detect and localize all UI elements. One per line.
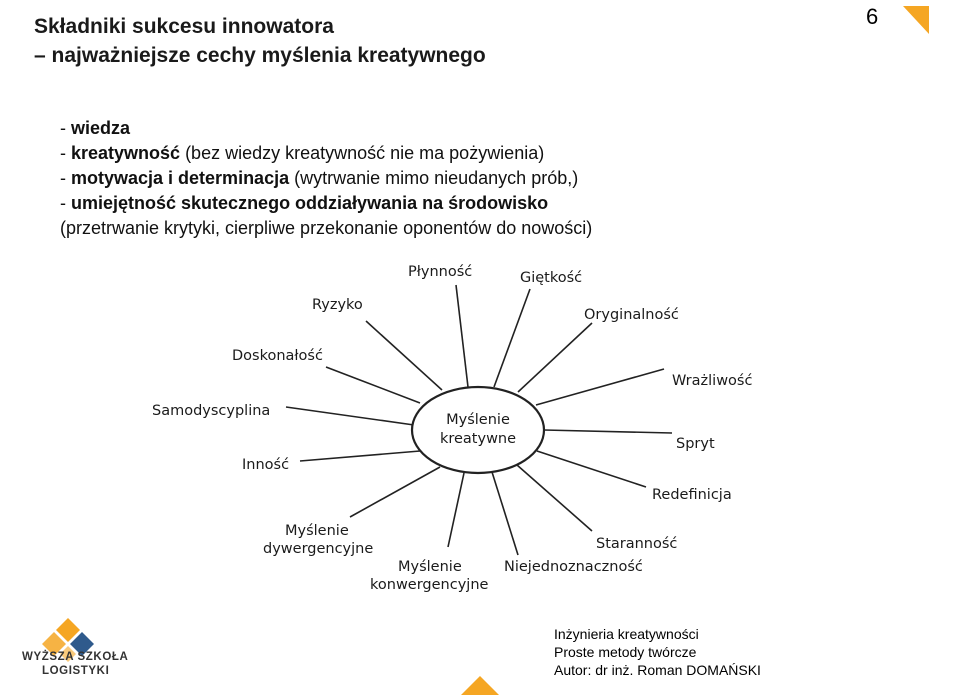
spoke-ryzyko: [366, 321, 442, 390]
corner-triangle-icon: [903, 6, 929, 34]
footer-topic: Proste metody twórcze: [554, 644, 697, 660]
logo-text-line2: LOGISTYKI: [42, 665, 110, 677]
label-myslenie-konwergencyjne-2: konwergencyjne: [370, 577, 489, 593]
bottom-triangle-icon: [461, 676, 499, 695]
slide-title: [34, 12, 486, 70]
spoke-plynnosc: [456, 285, 468, 387]
label-wrazliwosc: Wrażliwość: [672, 373, 753, 389]
label-innosc: Inność: [242, 457, 290, 473]
label-oryginalnosc: Oryginalność: [584, 307, 679, 323]
spoke-starannosc: [517, 465, 592, 531]
footer-course-title: Inżynieria kreatywności: [554, 626, 699, 642]
bullet-item: - kreatywność (bez wiedzy kreatywność nie ma pożywienia): [60, 143, 545, 163]
footer-info: [554, 625, 761, 679]
spoke-niejednoznacznosc: [492, 472, 518, 555]
spoke-gietkosc: [494, 289, 530, 387]
spoke-spryt: [544, 430, 672, 433]
slide-title-line1: Składniki sukcesu innowatora: [34, 15, 334, 38]
label-myslenie-dywergencyjne-1: Myślenie: [285, 523, 349, 539]
center-label-line1: Myślenie: [446, 412, 510, 428]
creative-thinking-diagram: [152, 255, 800, 605]
spoke-samodyscyplina: [286, 407, 414, 425]
spoke-myslenie-dywergencyjne: [350, 467, 440, 517]
label-plynnosc: Płynność: [408, 264, 473, 280]
logo-text-line1: WYŻSZA SZKOŁA: [22, 651, 129, 663]
page-number: 6: [866, 4, 879, 29]
label-niejednoznacznosc: Niejednoznaczność: [504, 559, 643, 575]
bullet-list: [60, 116, 592, 241]
spoke-innosc: [300, 451, 420, 461]
label-samodyscyplina: Samodyscyplina: [152, 403, 271, 419]
label-myslenie-konwergencyjne-1: Myślenie: [398, 559, 462, 575]
label-gietkosc: Giętkość: [520, 270, 583, 286]
slide-title-line2: – najważniejsze cechy myślenia kreatywnego: [34, 44, 486, 67]
center-label-line2: kreatywne: [439, 431, 517, 447]
label-ryzyko: Ryzyko: [312, 297, 363, 313]
spoke-doskonalosc: [326, 367, 420, 403]
center-ellipse: [412, 387, 544, 473]
bullet-item: - motywacja i determinacja (wytrwanie mimo nieudanych prób,): [60, 168, 579, 188]
label-doskonalosc: Doskonałość: [232, 348, 323, 364]
diagram-svg: [152, 255, 800, 605]
label-redefinicja: Redefinicja: [652, 487, 732, 503]
spoke-myslenie-konwergencyjne: [448, 473, 464, 547]
spoke-oryginalnosc: [518, 323, 592, 392]
bullet-item: (przetrwanie krytyki, cierpliwe przekonanie oponentów do nowości): [60, 218, 593, 238]
bullet-item: - wiedza: [60, 118, 131, 138]
label-myslenie-dywergencyjne-2: dywergencyjne: [263, 541, 374, 557]
bullet-item: - umiejętność skutecznego oddziaływania na środowisko: [60, 193, 549, 213]
label-spryt: Spryt: [676, 436, 715, 452]
footer-author: Autor: dr inż. Roman DOMAŃSKI: [554, 662, 761, 678]
spoke-wrazliwosc: [536, 369, 664, 405]
label-starannosc: Staranność: [596, 536, 678, 552]
spoke-redefinicja: [537, 451, 646, 487]
